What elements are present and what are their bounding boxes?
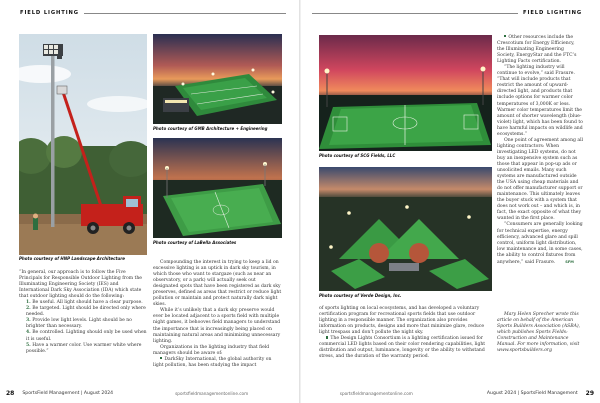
caption-labella: Photo courtesy of LaBella Associates	[153, 240, 237, 245]
principle-text: Have a warmer color. Use warmer white where possible.”	[26, 342, 142, 354]
paragraph-darksky-international	[153, 357, 282, 369]
principle-item	[19, 306, 147, 318]
paragraph-industry-evolve: “The lighting industry will continue to evolve,” said Frasure. “That will include products that restrict the amount of upward-directed light, and products that include options for warmer color temperatures of 3,000K or less. Warmer color temperatures limit the amount of shorter wavelength (blue-violet) light, which has been found to have harmful impacts on wildlife and ecosystems.”	[497, 65, 583, 137]
principle-text: Be targeted. Light should be directed only where needed.	[26, 306, 146, 318]
left-site-url: sportsfieldmanagementonline.com	[175, 390, 249, 396]
paragraph-led-systems: One point of agreement among all lighting contractors: When investigating LED systems, do not buy an inexpensive system such as those that appear in pop-up ads or unsolicited emails. Many such systems are manufactured outside the USA using cheap materials and do not offer manufacturer support or maintenance. This ultimately leaves the buyer stuck with a system that does not work out – and which is, in fact, the exact opposite of what they wanted in the first place.	[497, 137, 584, 222]
square-bullet-icon	[326, 336, 328, 338]
caption-gmb: Photo courtesy of GMB Architecture + Engineering	[153, 126, 268, 131]
paragraph-consumers	[497, 222, 583, 265]
right-site-url: sportsfieldmanagementonline.com	[339, 390, 413, 396]
paragraph-dark-sky-preserve: While it’s unlikely that a dark sky preserve would ever be located adjacent to a sports field with multiple night games, it behooves field managers to understand the importance that is increasingly being placed on maintaining natural areas and minimizing unnecessary lighting.	[153, 308, 281, 344]
principle-item	[19, 318, 147, 330]
right-column-2	[497, 35, 583, 266]
paragraph-design-lights	[319, 336, 492, 360]
left-publication: SportsField Management | August 2024	[22, 390, 114, 396]
right-page-number: 29	[585, 389, 594, 397]
author-bio	[497, 312, 583, 354]
left-header-label: FIELD LIGHTING	[20, 10, 79, 16]
principle-text: Provide low light levels. Light should be no brighter than necessary.	[26, 318, 132, 330]
left-header	[20, 7, 286, 19]
right-header-line	[312, 13, 518, 14]
right-footer	[306, 388, 594, 398]
photo-hnp-lighting-pole	[19, 34, 147, 255]
left-column-1	[19, 270, 147, 355]
caption-scg: Photo courtesy of SCG Fields, LLC	[319, 153, 396, 158]
right-publication: August 2024 | SportsField Management	[486, 390, 578, 396]
photo-labella-night-field	[153, 138, 282, 238]
right-header	[312, 7, 582, 19]
paragraph-darksky-certification: of sports lighting on local ecosystems, and has developed a voluntary certification program for recreational sports fields that use outdoor lighting in a responsible manner. The organization also provides information on products, designs and more that minimize glare, reduce light trespass and don’t pollute the night sky.	[319, 306, 485, 336]
paragraph-organizations: Organizations in the lighting industry that field managers should be aware of:	[153, 344, 270, 356]
principle-number: 2.	[26, 306, 31, 312]
bullet-text: Other resources include the Crescotium for Energy Efficiency, the Illuminating Engineering Society, EnergyStar and the FTC’s Lighting Facts certification.	[497, 35, 577, 65]
sfm-endmark: SFM	[565, 259, 574, 264]
photo-verde-baseball-complex	[319, 167, 492, 291]
principle-text: Be controlled. Lighting should only be used when it is useful.	[26, 330, 147, 342]
photo-gmb-aerial-field	[153, 34, 282, 124]
principle-item	[19, 330, 147, 342]
right-page	[300, 0, 600, 403]
principles-intro: “In general, our approach is to follow the Five Principals for Responsible Outdoor Lighting from the Illuminating Engineering Society (IES) and International Dark Sky Association (IDA) which state that outdoor lighting should do the following:	[19, 270, 142, 300]
consumers-text: “Consumers are generally looking for technical expertise, energy efficiency, advanced glare and spill control, uniform light distribution, low maintenance and, in some cases, the ability to control fixtures from anywhere,” said Frasure.	[497, 222, 583, 265]
caption-hnp: Photo courtesy of HNP Landscape Architecture	[19, 256, 125, 261]
right-column-1	[319, 306, 492, 360]
left-header-line	[84, 13, 286, 14]
principle-item	[19, 343, 147, 355]
paragraph-other-resources	[497, 35, 583, 65]
bullet-text: The Design Lights Consortium is a lighting certification issued for commercial LED lights based on their color rendering capabilities, light distribution and output, luminance, longevity or the ability to withstand stress, and the duration of the warranty period.	[319, 336, 486, 360]
left-page-number: 28	[6, 389, 15, 397]
principle-number: 1.	[26, 300, 31, 306]
square-bullet-icon	[160, 357, 162, 359]
paragraph-dark-sky-tourism: Compounding the interest in trying to keep a lid on excessive lighting is an uptick in dark sky tourism, in which those who want to stargaze (such as near an observatory, or a park) will actually seek out designated spots that have been registered as dark sky preserves, defined as areas that restrict or reduce light pollution or maintain and protect naturally dark night skies.	[153, 260, 282, 308]
left-footer	[6, 388, 296, 398]
principle-number: 3.	[26, 318, 31, 324]
right-header-label: FIELD LIGHTING	[523, 10, 582, 16]
principle-number: 5.	[26, 342, 31, 348]
square-bullet-icon	[504, 35, 506, 37]
principle-number: 4.	[26, 330, 31, 336]
author-bio-text: Mary Helen Sprecher wrote this article on behalf of the American Sports Builders Association (ASBA), which publishes Sports Fields: Construction and Maintenance Manual. For more information, visit www.sportsbuilders.org	[497, 312, 581, 354]
bullet-text: DarkSky International, the global authority on light pollution, has been studying the impact	[153, 356, 272, 368]
caption-verde: Photo courtesy of Verde Design, Inc.	[319, 293, 402, 298]
left-column-2	[153, 260, 282, 369]
photo-scg-soccer-field	[319, 35, 492, 151]
principle-text: Be useful. All light should have a clear purpose.	[32, 300, 143, 306]
